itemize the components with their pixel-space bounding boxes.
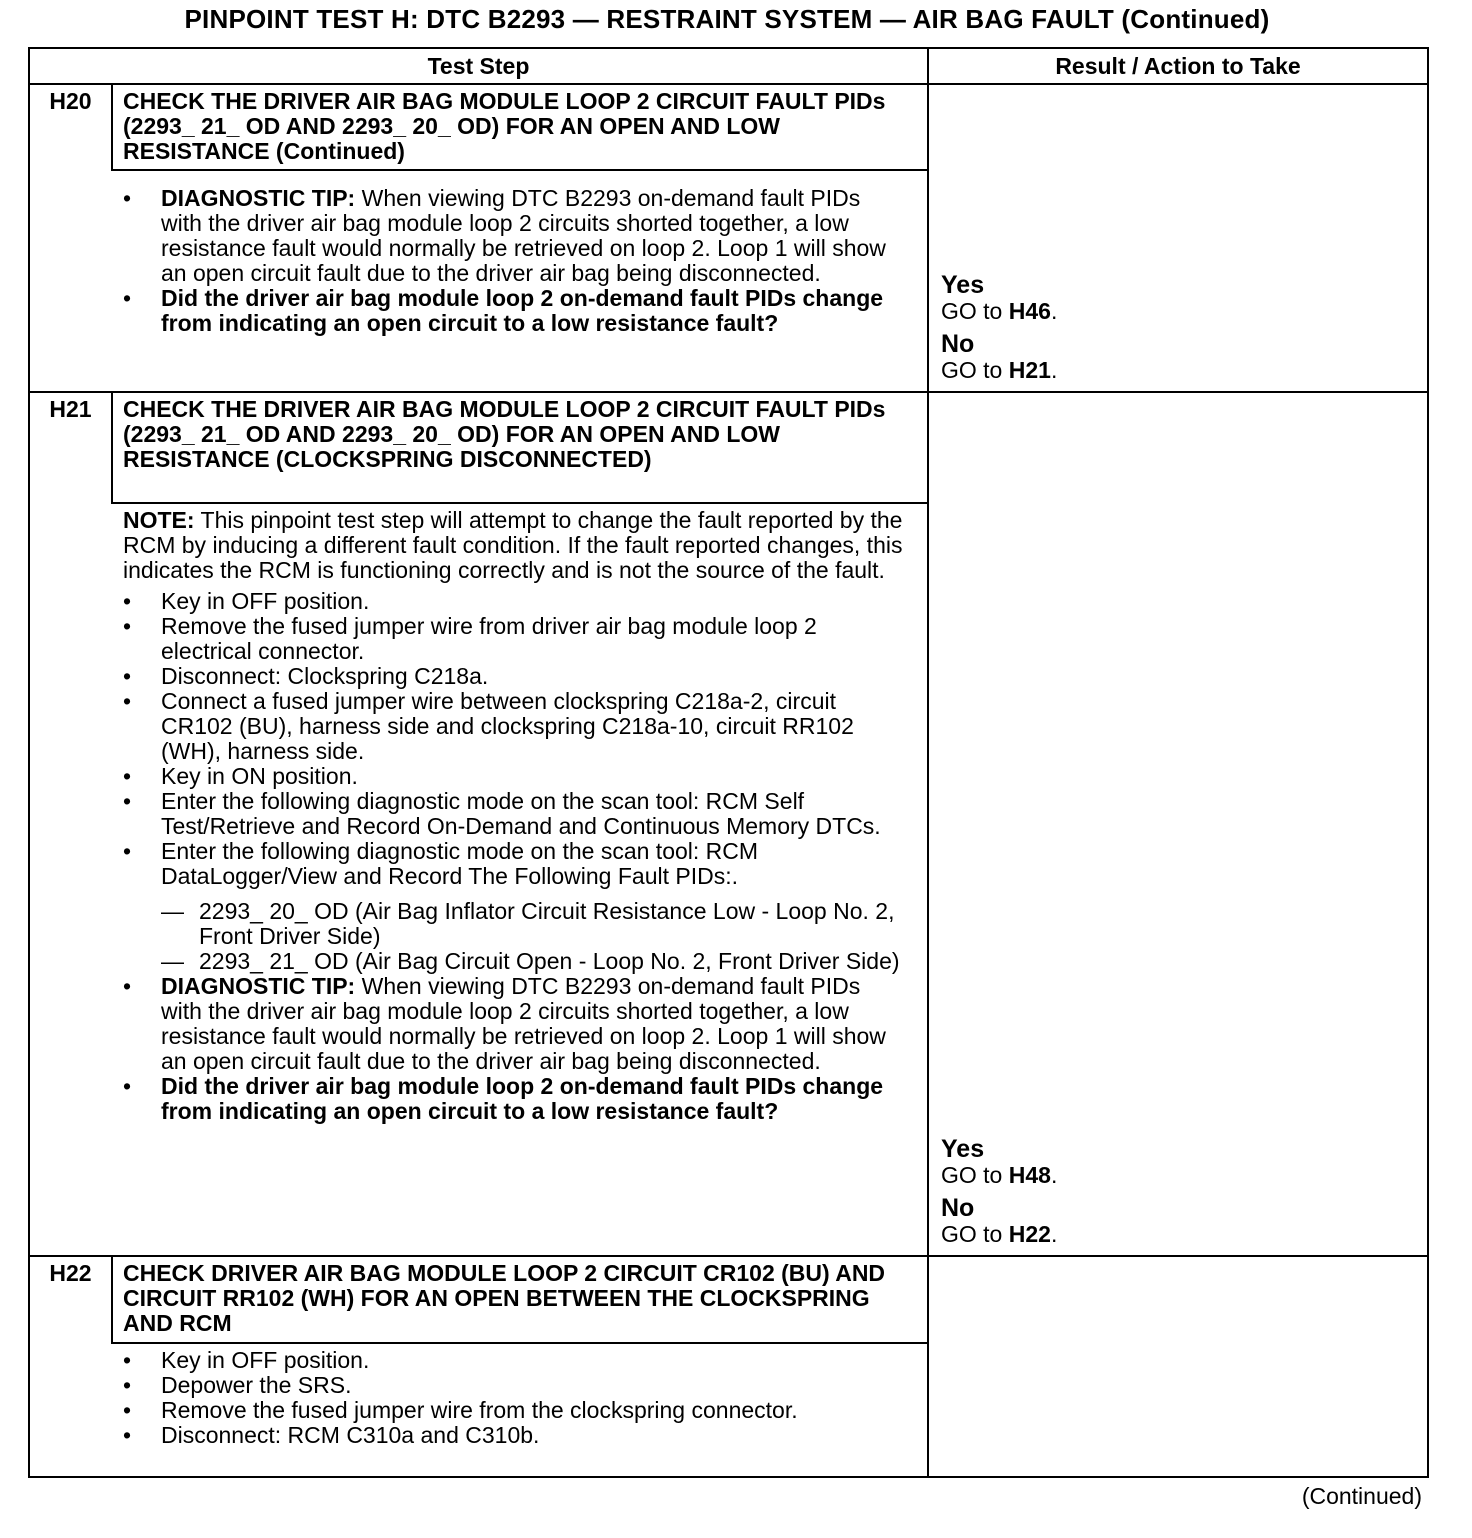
step-body (123, 508, 903, 1124)
sub-list-item: — 2293_ 21_ OD (Air Bag Circuit Open - Loop No. 2, Front Driver Side) (123, 949, 903, 974)
step-number-divider-h22 (111, 1256, 113, 1344)
yes-action (941, 299, 1411, 324)
period: . (1050, 357, 1058, 383)
no-action (941, 1222, 1411, 1247)
list-item: • Enter the following diagnostic mode on the scan tool: RCM DataLogger/View and Record The Following Fault PIDs:. (123, 839, 903, 889)
list-item: • Connect a fused jumper wire between clockspring C218a-2, circuit CR102 (BU), harness side and clockspring C218a-10, circuit RR102 (WH), harness side. (123, 689, 903, 764)
h20-bottom-rule (30, 391, 1427, 393)
step-body (123, 186, 903, 336)
no-action (941, 358, 1411, 383)
note-text: This pinpoint test step will attempt to change the fault reported by the RCM by inducing a different fault condition. If the fault reported changes, this indicates the RCM is functioning correctly and is not the source of the fault. (123, 507, 903, 583)
h20-title-rule (111, 169, 928, 171)
yes-action (941, 1163, 1411, 1188)
no-label: No (941, 1194, 975, 1222)
result-cell (941, 1129, 1411, 1247)
step-body (123, 1348, 903, 1448)
step-number: H22 (49, 1260, 92, 1286)
result-cell (941, 265, 1411, 383)
h21-bottom-rule (30, 1255, 1427, 1257)
target-step-link[interactable]: H21 (1008, 357, 1051, 383)
target-step-link[interactable]: H46 (1008, 298, 1051, 324)
target-step-link[interactable]: H48 (1008, 1162, 1051, 1188)
note (123, 508, 903, 583)
period: . (1050, 1221, 1058, 1247)
period: . (1050, 1162, 1058, 1188)
pinpoint-test-table (28, 47, 1429, 1478)
step-number-divider-h20 (111, 83, 113, 171)
step-number-divider-h21 (111, 392, 113, 504)
list-item: • Depower the SRS. (123, 1373, 903, 1398)
no-label: No (941, 330, 975, 358)
result-header: Result / Action to Take (1055, 53, 1301, 79)
step-title: CHECK DRIVER AIR BAG MODULE LOOP 2 CIRCUIT CR102 (BU) AND CIRCUIT RR102 (WH) FOR AN OPEN BETWEEN THE CLOCKSPRING AND RCM (123, 1260, 886, 1336)
list-item (123, 1074, 903, 1124)
list-item: • Disconnect: RCM C310a and C310b. (123, 1423, 903, 1448)
note-label: NOTE: (123, 507, 195, 533)
list-item: • Disconnect: Clockspring C218a. (123, 664, 903, 689)
tip-label: DIAGNOSTIC TIP: (161, 973, 356, 999)
list-item: • Remove the fused jumper wire from driver air bag module loop 2 electrical connector. (123, 614, 903, 664)
list-item: • Key in OFF position. (123, 589, 903, 614)
step-title: CHECK THE DRIVER AIR BAG MODULE LOOP 2 CIRCUIT FAULT PIDs (2293_ 21_ OD AND 2293_ 20_ OD) FOR AN OPEN AND LOW RESISTANCE (CLOCKSPRING DISCONNECTED) (123, 396, 886, 472)
go-to-text: GO to (941, 1162, 1009, 1188)
tip-text: When viewing DTC B2293 on-demand fault PIDs with the driver air bag module loop 2 circuits shorted together, a low resistance fault would normally be retrieved on loop 2. Loop 1 will show an open circuit fault due to the driver air bag being disconnected. (161, 185, 886, 286)
list-item: • Remove the fused jumper wire from the clockspring connector. (123, 1398, 903, 1423)
period: . (1050, 298, 1058, 324)
h22-title-rule (111, 1342, 928, 1344)
tip-text: When viewing DTC B2293 on-demand fault PIDs with the driver air bag module loop 2 circuits shorted together, a low resistance fault would normally be retrieved on loop 2. Loop 1 will show an open circuit fault due to the driver air bag being disconnected. (161, 973, 886, 1074)
step-number: H21 (49, 396, 92, 422)
header-rule (30, 83, 1427, 85)
question-text: Did the driver air bag module loop 2 on-demand fault PIDs change from indicating an open circuit to a low resistance fault? (161, 1073, 884, 1124)
sub-list-item: — 2293_ 20_ OD (Air Bag Inflator Circuit Resistance Low - Loop No. 2, Front Driver Side) (123, 899, 903, 949)
column-divider (927, 49, 929, 1476)
h21-title-rule (111, 502, 928, 504)
tip-label: DIAGNOSTIC TIP: (161, 185, 356, 211)
go-to-text: GO to (941, 298, 1009, 324)
list-item (123, 974, 903, 1074)
page-title: PINPOINT TEST H: DTC B2293 — RESTRAINT SYSTEM — AIR BAG FAULT (Continued) (184, 4, 1270, 34)
go-to-text: GO to (941, 1221, 1009, 1247)
question-text: Did the driver air bag module loop 2 on-demand fault PIDs change from indicating an open circuit to a low resistance fault? (161, 285, 884, 336)
step-title: CHECK THE DRIVER AIR BAG MODULE LOOP 2 CIRCUIT FAULT PIDs (2293_ 21_ OD AND 2293_ 20_ OD) FOR AN OPEN AND LOW RESISTANCE (Continued) (123, 88, 886, 164)
list-item: • Key in ON position. (123, 764, 903, 789)
yes-label: Yes (941, 271, 985, 299)
go-to-text: GO to (941, 357, 1009, 383)
continued-note: (Continued) (1301, 1483, 1422, 1509)
step-number: H20 (49, 88, 92, 114)
list-item (123, 286, 903, 336)
list-item: • Key in OFF position. (123, 1348, 903, 1373)
list-item: • Enter the following diagnostic mode on the scan tool: RCM Self Test/Retrieve and Record On-Demand and Continuous Memory DTCs. (123, 789, 903, 839)
test-step-header: Test Step (427, 53, 530, 79)
yes-label: Yes (941, 1135, 985, 1163)
target-step-link[interactable]: H22 (1008, 1221, 1051, 1247)
list-item (123, 186, 903, 286)
